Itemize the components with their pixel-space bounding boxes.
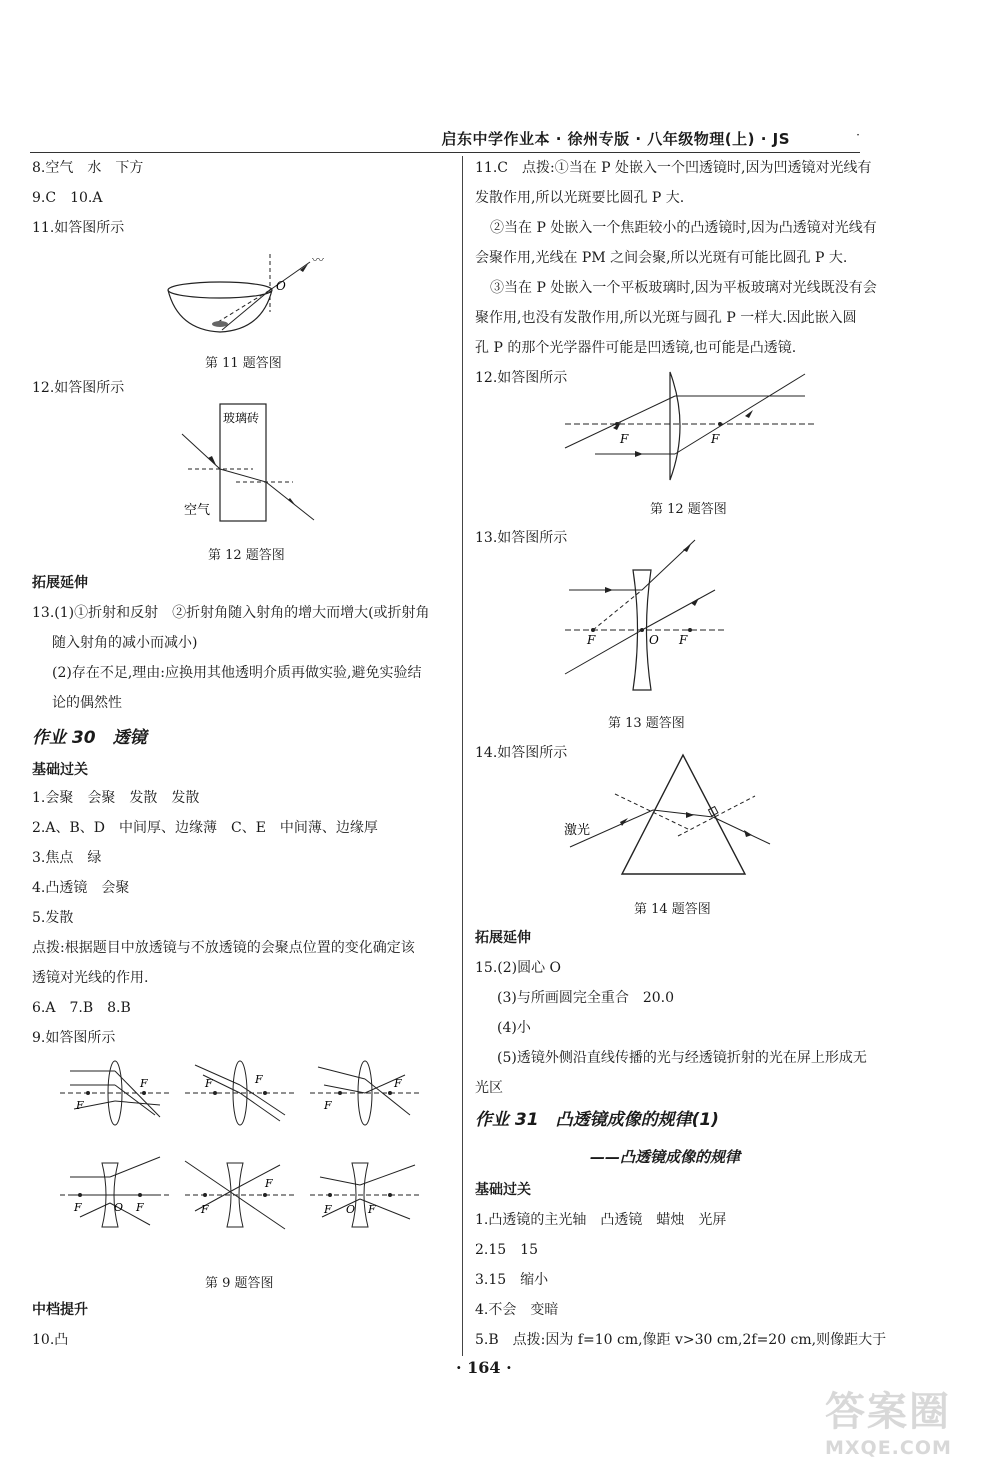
fig9-concave-2 xyxy=(185,1161,295,1229)
basic-title-right: 基础过关 xyxy=(475,1182,531,1198)
svg-text:F: F xyxy=(255,1073,263,1086)
answer-b1: 1.会聚 会聚 发散 发散 xyxy=(32,790,200,806)
fig9-caption: 第 9 题答图 xyxy=(205,1276,274,1291)
answer-8: 8.空气 水 下方 xyxy=(32,160,144,176)
r-answer-11-line2: 发散作用,所以光斑要比圆孔 P 大. xyxy=(475,190,685,206)
answer-b4: 4.凸透镜 会聚 xyxy=(32,880,130,896)
basic-title-left: 基础过关 xyxy=(32,762,88,778)
r-answer-11-line3: ②当在 P 处嵌入一个焦距较小的凸透镜时,因为凸透镜对光线有 xyxy=(490,220,877,236)
hint-b5-line2: 透镜对光线的作用. xyxy=(32,970,149,986)
mid-title: 中档提升 xyxy=(32,1302,88,1318)
answer-6-8: 6.A 7.B 8.B xyxy=(32,1000,131,1016)
hint-b5-line1: 点拨:根据题目中放透镜与不放透镜的会聚点位置的变化确定该 xyxy=(32,940,415,956)
answer-9: 9.如答图所示 xyxy=(32,1030,116,1046)
svg-text:F: F xyxy=(394,1077,402,1090)
answer-b5: 5.发散 xyxy=(32,910,74,926)
svg-text:F: F xyxy=(76,1099,84,1112)
svg-text:O: O xyxy=(346,1203,356,1216)
fig12-left-caption: 第 12 题答图 xyxy=(208,548,285,563)
svg-text:F: F xyxy=(368,1203,376,1216)
fig12-right-caption: 第 12 题答图 xyxy=(650,502,727,517)
watermark-logo xyxy=(825,1380,985,1466)
fig14-caption: 第 14 题答图 xyxy=(634,902,711,917)
r-answer-15-4: (4)小 xyxy=(497,1020,531,1036)
svg-text:O: O xyxy=(649,633,659,647)
r-answer-s1: 1.凸透镜的主光轴 凸透镜 蜡烛 光屏 xyxy=(475,1212,727,1228)
figure-14 xyxy=(560,752,795,882)
fig14-laser-label: 激光 xyxy=(564,823,591,838)
answer-b3: 3.焦点 绿 xyxy=(32,850,102,866)
page-header xyxy=(30,128,860,153)
figure-11 xyxy=(160,250,340,350)
figure-12-right xyxy=(565,368,815,490)
page-number: · 164 · xyxy=(456,1358,512,1377)
svg-text:F: F xyxy=(620,432,629,446)
fig9-concave-3 xyxy=(310,1163,420,1227)
r-answer-15-2: 15.(2)圆心 O xyxy=(475,960,562,976)
r-answer-15-5-line1: (5)透镜外侧沿直线传播的光与经透镜折射的光在屏上形成无 xyxy=(497,1050,867,1066)
watermark-line2: MXQE.COM xyxy=(825,1437,952,1459)
r-answer-11-line6: 聚作用,也没有发散作用,所以光斑与圆孔 P 一样大.因此嵌入圆 xyxy=(475,310,857,326)
answer-13-line3: (2)存在不足,理由:应换用其他透明介质再做实验,避免实验结 xyxy=(52,665,422,681)
fig12-glass-label: 玻璃砖 xyxy=(223,411,260,425)
svg-text:O: O xyxy=(114,1201,124,1214)
r-answer-s5: 5.B 点拨:因为 f=10 cm,像距 v>30 cm,2f=20 cm,则像距大于 xyxy=(475,1332,887,1348)
r-answer-11-line5: ③当在 P 处嵌入一个平板玻璃时,因为平板玻璃对光线既没有会 xyxy=(490,280,877,296)
r-answer-s4: 4.不会 变暗 xyxy=(475,1302,559,1318)
r-answer-s3: 3.15 缩小 xyxy=(475,1272,549,1288)
svg-text:F: F xyxy=(74,1201,82,1214)
answer-13-line4: 论的偶然性 xyxy=(52,695,122,711)
svg-text:F: F xyxy=(679,633,688,647)
header-tick: · xyxy=(856,128,860,142)
extension-title-right: 拓展延伸 xyxy=(475,930,531,946)
watermark-line1: 答案圈 xyxy=(825,1389,951,1435)
extension-title-left: 拓展延伸 xyxy=(32,575,88,591)
r-answer-14: 14.如答图所示 xyxy=(475,745,568,761)
r-answer-13: 13.如答图所示 xyxy=(475,530,568,546)
svg-text:F: F xyxy=(265,1177,273,1190)
answer-9-10: 9.C 10.A xyxy=(32,190,103,206)
header-title: 启东中学作业本 · 徐州专版 · 八年级物理(上) · JS xyxy=(441,130,790,148)
svg-text:F: F xyxy=(587,633,596,647)
section-31-subtitle: ——凸透镜成像的规律 xyxy=(590,1148,741,1166)
r-answer-12: 12.如答图所示 xyxy=(475,370,568,386)
fig9-convex-3 xyxy=(310,1061,420,1125)
section-31-title: 作业 31 凸透镜成像的规律(1) xyxy=(475,1110,719,1130)
svg-text:〰: 〰 xyxy=(312,253,325,267)
fig9-convex-1 xyxy=(60,1061,170,1125)
answer-11: 11.如答图所示 xyxy=(32,220,125,236)
r-answer-11-line1: 11.C 点拨:①当在 P 处嵌入一个凹透镜时,因为凹透镜对光线有 xyxy=(475,160,872,176)
fig11-caption: 第 11 题答图 xyxy=(205,356,282,371)
figure-13 xyxy=(565,540,735,692)
fig9-convex-2 xyxy=(185,1061,295,1125)
section-30-title: 作业 30 透镜 xyxy=(32,728,147,748)
r-answer-11-line7: 孔 P 的那个光学器件可能是凹透镜,也可能是凸透镜. xyxy=(475,340,797,356)
svg-text:F: F xyxy=(324,1203,332,1216)
fig9-concave-1 xyxy=(60,1157,170,1227)
answer-10: 10.凸 xyxy=(32,1332,69,1348)
fig13-caption: 第 13 题答图 xyxy=(608,716,685,731)
svg-text:F: F xyxy=(201,1203,209,1216)
figure-9 xyxy=(60,1055,430,1235)
svg-text:F: F xyxy=(324,1099,332,1112)
column-divider xyxy=(462,156,463,1356)
svg-text:F: F xyxy=(711,432,720,446)
answer-b2: 2.A、B、D 中间厚、边缘薄 C、E 中间薄、边缘厚 xyxy=(32,820,378,836)
r-answer-11-line4: 会聚作用,光线在 PM 之间会聚,所以光斑有可能比圆孔 P 大. xyxy=(475,250,848,266)
r-answer-15-5-line2: 光区 xyxy=(475,1080,503,1096)
fig11-o-label: O xyxy=(276,279,286,293)
figure-12-left xyxy=(178,402,328,527)
answer-12: 12.如答图所示 xyxy=(32,380,125,396)
r-answer-15-3: (3)与所画圆完全重合 20.0 xyxy=(497,990,675,1006)
fig12-air-label: 空气 xyxy=(184,503,211,518)
answer-13-line2: 随入射角的减小而减小) xyxy=(52,635,198,651)
answer-13-line1: 13.(1)①折射和反射 ②折射角随入射角的增大而增大(或折射角 xyxy=(32,605,430,621)
r-answer-s2: 2.15 15 xyxy=(475,1242,538,1258)
svg-text:F: F xyxy=(205,1077,213,1090)
svg-text:F: F xyxy=(136,1201,144,1214)
svg-text:F: F xyxy=(140,1077,148,1090)
